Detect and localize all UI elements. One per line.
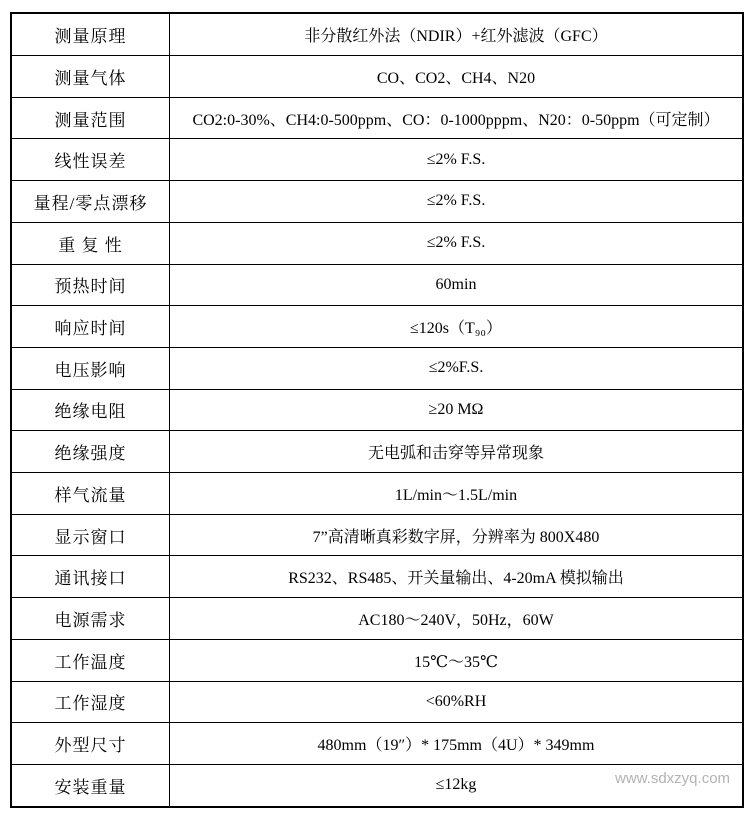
spec-label: 工作温度 [11,639,170,681]
spec-value: CO2:0-30%、CH4:0-500ppm、CO：0-1000pppm、N20：0-50ppm（可定制） [170,97,744,139]
spec-value: 15℃～35℃ [170,639,744,681]
spec-label: 绝缘强度 [11,431,170,473]
spec-label: 测量范围 [11,97,170,139]
table-row [11,222,743,264]
table-row [11,181,743,223]
table-row [11,556,743,598]
table-row [11,681,743,723]
table-row [11,514,743,556]
table-row [11,306,743,348]
spec-label: 工作湿度 [11,681,170,723]
spec-value: CO、CO2、CH4、N20 [170,56,744,98]
spec-label: 外型尺寸 [11,723,170,765]
spec-value: ≤120s（T₉₀） [170,306,744,348]
spec-label: 电压影响 [11,347,170,389]
spec-label: 电源需求 [11,598,170,640]
spec-value: ≤2% F.S. [170,139,744,181]
watermark: www.sdxzyq.com [615,770,731,787]
table-row [11,723,743,765]
spec-value: AC180～240V，50Hz，60W [170,598,744,640]
table-row [11,389,743,431]
table-row [11,639,743,681]
spec-label: 通讯接口 [11,556,170,598]
spec-label: 预热时间 [11,264,170,306]
spec-value: ≤2%F.S. [170,347,744,389]
spec-value: ≤12kg [170,764,744,807]
spec-value: 1L/min～1.5L/min [170,473,744,515]
specification-table [10,12,744,808]
spec-value: ≤2% F.S. [170,181,744,223]
table-row [11,139,743,181]
spec-label: 重 复 性 [11,222,170,264]
table-row [11,431,743,473]
table-row [11,264,743,306]
table-row [11,347,743,389]
spec-value: 480mm（19″）* 175mm（4U）* 349mm [170,723,744,765]
table-row [11,97,743,139]
spec-value: 60min [170,264,744,306]
spec-label: 安装重量 [11,764,170,807]
table-row [11,598,743,640]
spec-value: ≤2% F.S. [170,222,744,264]
spec-label: 响应时间 [11,306,170,348]
spec-label: 样气流量 [11,473,170,515]
spec-value: 无电弧和击穿等异常现象 [170,431,744,473]
spec-label: 绝缘电阻 [11,389,170,431]
spec-label: 显示窗口 [11,514,170,556]
spec-label: 线性误差 [11,139,170,181]
spec-label: 测量气体 [11,56,170,98]
spec-label: 测量原理 [11,13,170,56]
spec-value: ≥20 MΩ [170,389,744,431]
spec-value: 非分散红外法（NDIR）+红外滤波（GFC） [170,13,744,56]
table-row [11,473,743,515]
spec-value: RS232、RS485、开关量输出、4-20mA 模拟输出 [170,556,744,598]
table-row [11,13,743,56]
table-row [11,56,743,98]
spec-value: <60%RH [170,681,744,723]
spec-label: 量程/零点漂移 [11,181,170,223]
spec-value: 7”高清晰真彩数字屏，分辨率为 800X480 [170,514,744,556]
